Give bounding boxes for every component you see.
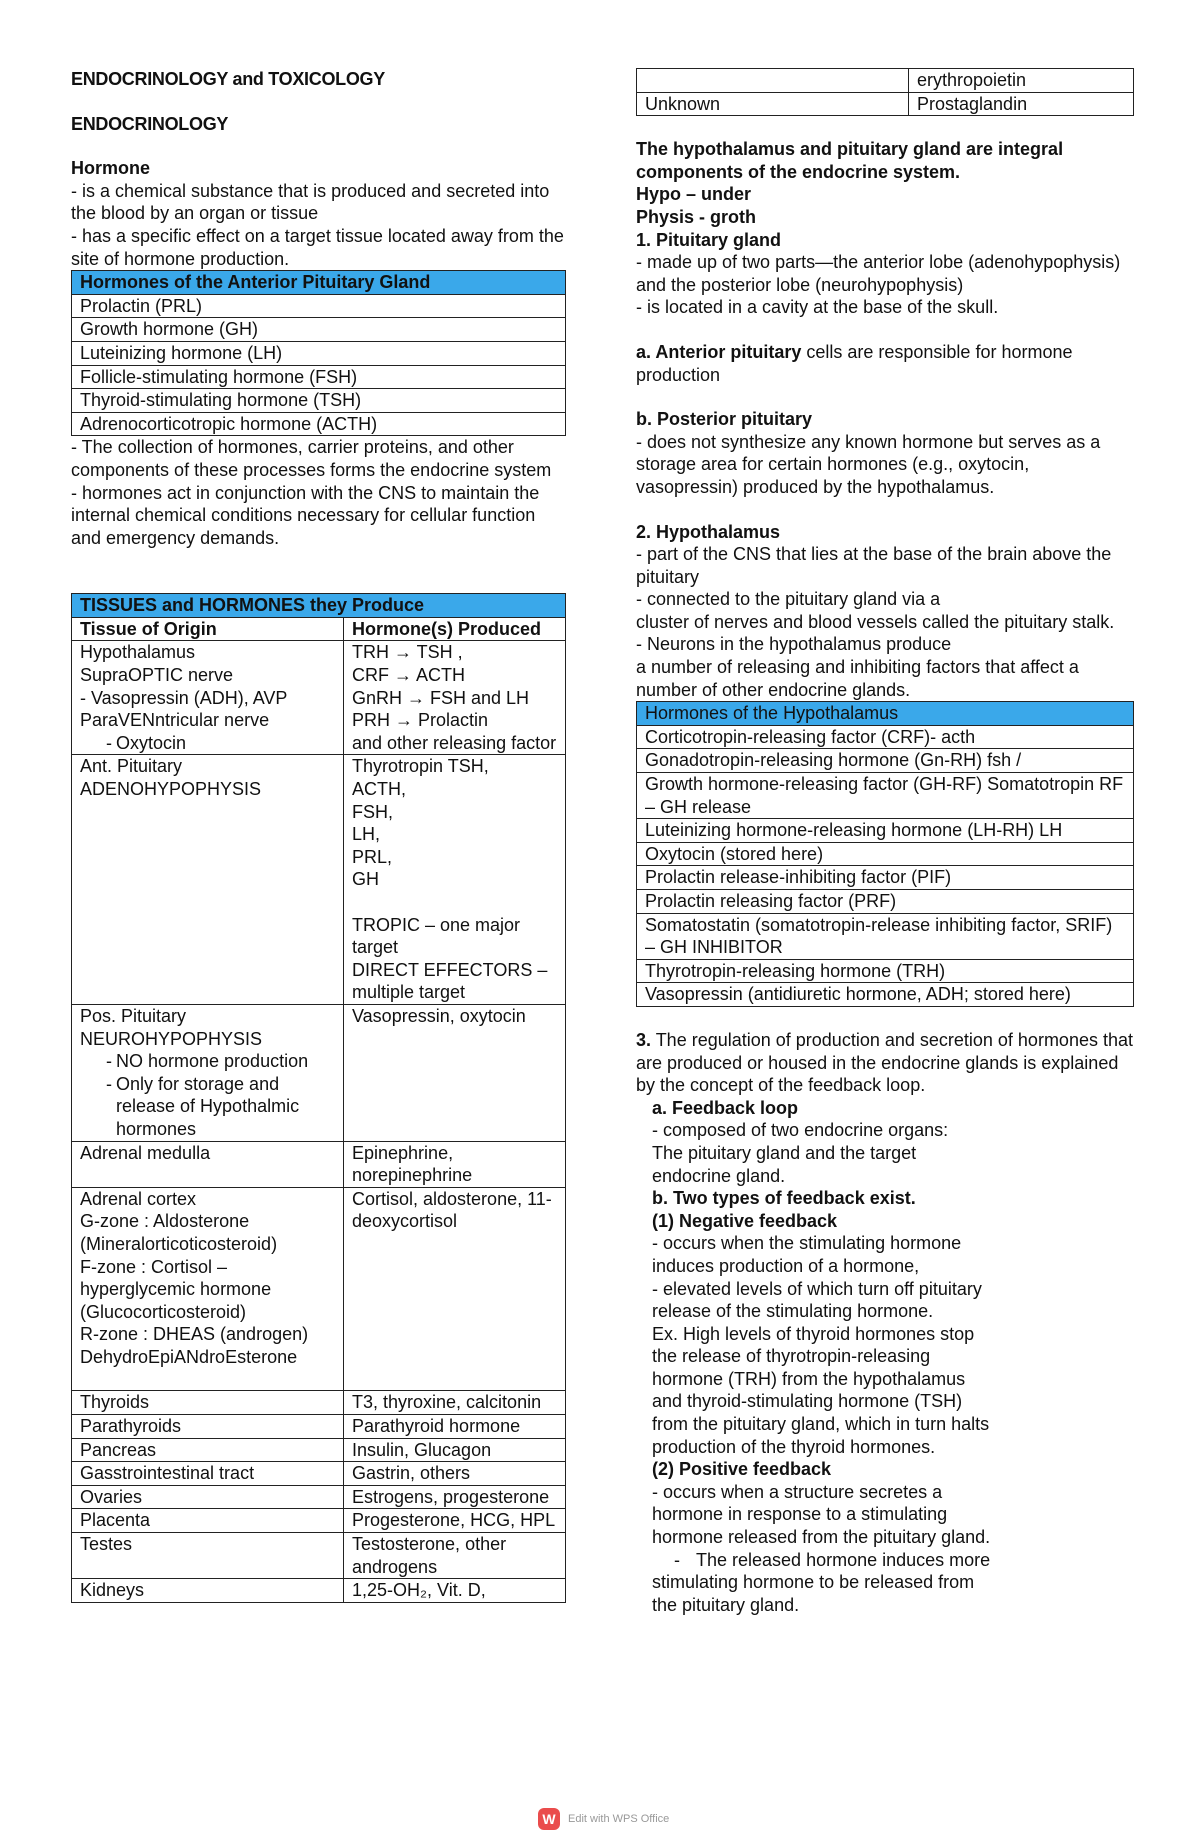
table-row: [72, 755, 566, 1005]
table-row: [637, 69, 1134, 93]
anterior-pituitary-paragraph: [636, 341, 1134, 386]
tissue-cell: Thyroids: [72, 1391, 344, 1415]
document-title: ENDOCRINOLOGY and TOXICOLOGY: [71, 69, 385, 89]
hormone-cell: 1,25-OH₂, Vit. D,: [344, 1579, 566, 1603]
cell-line: F-zone : Cortisol – hyperglycemic hormone (Glucocorticosteroid): [80, 1256, 272, 1322]
cell-line: Adrenal cortex: [80, 1188, 197, 1209]
hormone-cell: Estrogens, progesterone: [344, 1485, 566, 1509]
feedback-paragraph: [636, 1029, 1139, 1097]
table-row: [72, 1462, 566, 1486]
table-row: [72, 1391, 566, 1415]
table-row: [637, 92, 1134, 116]
feedback-details: [652, 1210, 997, 1617]
table-row: [72, 1438, 566, 1462]
cell-line: Ant. Pituitary: [80, 756, 183, 777]
table-row: Vasopressin (antidiuretic hormone, ADH; stored here): [637, 983, 1134, 1007]
tissue-cell: Testes: [72, 1533, 344, 1579]
cell-line: SupraOPTIC nerve: [80, 665, 234, 686]
tissues-hormones-table: [71, 593, 566, 1603]
table-row: Somatostatin (somatotropin-release inhibiting factor, SRIF) – GH INHIBITOR: [637, 913, 1134, 959]
watermark-text: Edit with WPS Office: [568, 1813, 670, 1825]
table-row: Adrenocorticotropic hormone (ACTH): [72, 412, 566, 436]
table-row: Growth hormone (GH): [72, 318, 566, 342]
cell-line: Thyrotropin TSH,: [352, 756, 489, 777]
table-row: Prolactin (PRL): [72, 294, 566, 318]
hormone-cell: [344, 641, 566, 755]
feedback-types-heading: b. Two types of feedback exist.: [652, 1188, 916, 1209]
table-row: [72, 1509, 566, 1533]
anterior-pituitary-table: [71, 270, 566, 436]
hormone-definition-2: - has a specific effect on a target tissue located away from the site of hormone production.: [71, 225, 569, 269]
table-row: Oxytocin (stored here): [637, 842, 1134, 866]
positive-feedback-text-2-content: The released hormone induces more stimulating hormone to be released from the pituitary gland.: [652, 1549, 996, 1615]
cell-line: DIRECT EFFECTORS – multiple target: [352, 959, 548, 1003]
hormone-heading: Hormone: [71, 158, 151, 179]
wps-logo-icon: W: [538, 1808, 560, 1830]
cell-line: TROPIC – one major target: [352, 914, 521, 958]
cell-line: Only for storage and release of Hypothalmic hormones: [116, 1073, 300, 1139]
cell-line: G-zone : Aldosterone (Mineralorticoticosteroid): [80, 1211, 278, 1254]
table-row: [72, 1485, 566, 1509]
bullet-dash: -: [106, 732, 112, 753]
bullet-line: [80, 732, 335, 755]
table-row: Luteinizing hormone-releasing hormone (LH-RH) LH: [637, 819, 1134, 843]
table-row: Prolactin release-inhibiting factor (PIF): [637, 866, 1134, 890]
table-row: [72, 1187, 566, 1391]
cell-line: TRH → TSH ,: [352, 642, 463, 663]
hormone-cell: [344, 755, 566, 1005]
cell-line: GnRH → FSH and LH: [352, 687, 530, 708]
positive-feedback-heading: (2) Positive feedback: [652, 1459, 832, 1480]
table-row: [72, 1415, 566, 1439]
pituitary-text-1: - made up of two parts—the anterior lobe (adenohypophysis) and the posterior lobe (neurohypophysis): [636, 252, 1126, 295]
hormone-cell: Cortisol, aldosterone, 11-deoxycortisol: [344, 1187, 566, 1391]
anterior-pituitary-text: cells are responsible for hormone production: [636, 341, 1078, 385]
cell-line: DehydroEpiANdroEsterone: [80, 1346, 298, 1367]
table-row: [72, 1579, 566, 1603]
cell-line: R-zone : DHEAS (androgen): [80, 1324, 309, 1345]
pituitary-heading: 1. Pituitary gland: [636, 229, 782, 250]
collection-text: - The collection of hormones, carrier proteins, and other components of these processes forms the endocrine system: [71, 437, 552, 480]
table-row: [72, 1533, 566, 1579]
physis-definition: Physis - groth: [636, 206, 757, 227]
negative-feedback-heading: (1) Negative feedback: [652, 1210, 838, 1231]
posterior-pituitary-heading: b. Posterior pituitary: [636, 409, 813, 430]
hormone-cell: Vasopressin, oxytocin: [344, 1004, 566, 1141]
cell-line: NO hormone production: [116, 1051, 309, 1072]
hormone-cell: Progesterone, HCG, HPL: [344, 1509, 566, 1533]
cell-line: Pos. Pituitary: [80, 1005, 187, 1026]
tissue-cell: Unknown: [637, 92, 909, 116]
hormone-cell: Parathyroid hormone: [344, 1415, 566, 1439]
table-row: Luteinizing hormone (LH): [72, 341, 566, 365]
column-header-hormone: Hormone(s) Produced: [344, 617, 566, 641]
column-header-tissue: Tissue of Origin: [72, 617, 344, 641]
tissue-cell: Parathyroids: [72, 1415, 344, 1439]
cell-line: FSH,: [352, 801, 394, 822]
cell-line: LH,: [352, 824, 381, 845]
table-row: Growth hormone-releasing factor (GH-RF) Somatotropin RF – GH release: [637, 773, 1134, 819]
table-row: Thyrotropin-releasing hormone (TRH): [637, 959, 1134, 983]
table-row: Prolactin releasing factor (PRF): [637, 890, 1134, 914]
hypothalamus-pituitary-heading: The hypothalamus and pituitary gland are integral components of the endocrine system.: [636, 139, 1069, 182]
bullet-dash: -: [106, 1051, 112, 1072]
hypothalamus-heading: 2. Hypothalamus: [636, 521, 781, 542]
table-row: [72, 1004, 566, 1141]
wps-watermark: [538, 1808, 669, 1830]
tissue-cell: [72, 1187, 344, 1391]
feedback-loop-text-2: The pituitary gland and the target endocrine gland.: [652, 1142, 922, 1186]
left-column: [71, 68, 569, 1603]
positive-feedback-text-2: [652, 1549, 997, 1617]
table-header: TISSUES and HORMONES they Produce: [72, 594, 566, 618]
cell-line: GH: [352, 869, 379, 890]
cell-line: - Vasopressin (ADH), AVP: [80, 687, 288, 708]
positive-feedback-text-1: - occurs when a structure secretes a hormone in response to a stimulating hormone released from the pituitary gland.: [652, 1481, 991, 1548]
table-header: Hormones of the Hypothalamus: [637, 702, 1134, 726]
posterior-pituitary-text: - does not synthesize any known hormone but serves as a storage area for certain hormones (e.g., oxytocin, vasopressin) produced by the hypothalamus.: [636, 431, 1106, 497]
hypothalamus-hormones-table: [636, 701, 1134, 1007]
pituitary-text-2: - is located in a cavity at the base of the skull.: [636, 297, 999, 318]
tissue-cell: Placenta: [72, 1509, 344, 1533]
tissue-cell: [72, 755, 344, 1005]
hypothalamus-text-4: - Neurons in the hypothalamus produce: [636, 634, 952, 655]
hormone-definition-1: - is a chemical substance that is produced and secreted into the blood by an organ or tissue: [71, 180, 555, 224]
feedback-intro: The regulation of production and secretion of hormones that are produced or housed in the endocrine glands is explained by the concept of the feedback loop.: [636, 1029, 1139, 1096]
hormone-cell: Testosterone, other androgens: [344, 1533, 566, 1579]
hormone-cell: Gastrin, others: [344, 1462, 566, 1486]
cell-line: Oxytocin: [116, 732, 187, 753]
tissue-cell: Gasstrointestinal tract: [72, 1462, 344, 1486]
feedback-loop-heading: a. Feedback loop: [652, 1097, 799, 1118]
cell-line: PRL,: [352, 846, 393, 867]
hypothalamus-text-5: a number of releasing and inhibiting factors that affect a number of other endocrine glands.: [636, 657, 1084, 700]
cell-line: ParaVENntricular nerve: [80, 710, 270, 731]
table-row: Gonadotropin-releasing hormone (Gn-RH) fsh /: [637, 749, 1134, 773]
cns-text: - hormones act in conjunction with the CNS to maintain the internal chemical conditions necessary for cellular function and emergency demands.: [71, 482, 545, 548]
tissue-cell: Kidneys: [72, 1579, 344, 1603]
hypothalamus-text-1: - part of the CNS that lies at the base of the brain above the pituitary: [636, 544, 1117, 587]
tissue-cell: Ovaries: [72, 1485, 344, 1509]
table-row: [72, 641, 566, 755]
cell-line: CRF → ACTH: [352, 665, 466, 686]
feedback-number: 3.: [636, 1029, 652, 1050]
negative-feedback-text-2: - elevated levels of which turn off pituitary release of the stimulating hormone.: [652, 1278, 987, 1322]
cell-line: ACTH,: [352, 779, 406, 800]
tissue-cell: [637, 69, 909, 93]
negative-feedback-text-1: - occurs when the stimulating hormone induces production of a hormone,: [652, 1233, 967, 1276]
tissue-cell: [72, 641, 344, 755]
bullet-line: [80, 1050, 335, 1073]
negative-feedback-example: Ex. High levels of thyroid hormones stop the release of thyrotropin-releasing hormone (TRH) from the hypothalamus and thyroid-stimulating hormone (TSH) from the pituitary gland, which in turn halts production of the thyroid hormones.: [652, 1323, 995, 1457]
hormone-cell: Insulin, Glucagon: [344, 1438, 566, 1462]
hormone-cell: Prostaglandin: [909, 92, 1134, 116]
bullet-line: [80, 1073, 335, 1141]
anterior-pituitary-label: a. Anterior pituitary: [636, 341, 802, 362]
bullet-dash: -: [674, 1549, 680, 1570]
cell-line: PRH → Prolactin: [352, 710, 489, 731]
section-title: ENDOCRINOLOGY: [71, 113, 229, 134]
cell-line: NEUROHYPOPHYSIS: [80, 1028, 263, 1049]
continued-table: [636, 68, 1134, 116]
hypothalamus-text-3: cluster of nerves and blood vessels called the pituitary stalk.: [636, 611, 1115, 632]
tissue-cell: Adrenal medulla: [72, 1141, 344, 1187]
cell-line: ADENOHYPOPHYSIS: [80, 779, 262, 800]
hormone-cell: T3, thyroxine, calcitonin: [344, 1391, 566, 1415]
cell-line: Hypothalamus: [80, 642, 196, 663]
hormone-cell: Epinephrine, norepinephrine: [344, 1141, 566, 1187]
hormone-cell: erythropoietin: [909, 69, 1134, 93]
tissue-cell: Pancreas: [72, 1438, 344, 1462]
table-row: Corticotropin-releasing factor (CRF)- acth: [637, 725, 1134, 749]
tissue-cell: [72, 1004, 344, 1141]
hypo-definition: Hypo – under: [636, 184, 752, 205]
table-row: Thyroid-stimulating hormone (TSH): [72, 389, 566, 413]
table-row: [72, 1141, 566, 1187]
cell-line: and other releasing factor: [352, 732, 557, 753]
right-column: [636, 68, 1139, 1616]
table-row: Follicle-stimulating hormone (FSH): [72, 365, 566, 389]
hypothalamus-text-2: - connected to the pituitary gland via a: [636, 589, 941, 610]
feedback-loop-text-1: - composed of two endocrine organs:: [652, 1120, 949, 1141]
bullet-dash: -: [106, 1073, 112, 1094]
feedback-section: [636, 1097, 1134, 1617]
table-header: Hormones of the Anterior Pituitary Gland: [72, 271, 566, 295]
